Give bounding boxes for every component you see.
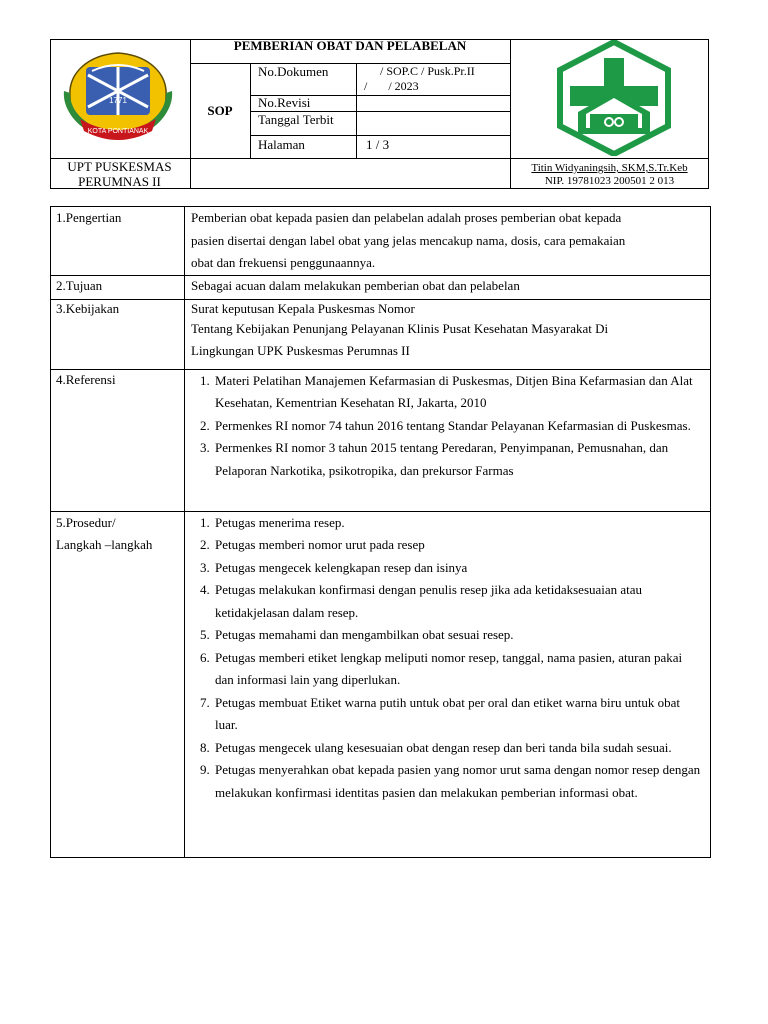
prosedur-label-line1: 5.Prosedur/ xyxy=(56,514,116,530)
pengertian-line: pasien disertai dengan label obat yang jelas mencakup nama, dosis, cara pemakaian xyxy=(191,232,626,248)
list-item: 5. Petugas memahami dan mengambilkan obat sesuai resep. xyxy=(213,624,704,647)
row-tujuan xyxy=(51,275,711,299)
prosedur-list xyxy=(191,512,704,805)
signer-nip: NIP. 19781023 200501 2 013 xyxy=(544,175,675,187)
list-item: 7. Petugas membuat Etiket warna putih untuk obat per oral dan etiket warna biru untuk obat luar. xyxy=(213,692,704,737)
kebijakan-line: Lingkungan UPK Puskesmas Perumnas II xyxy=(191,343,410,358)
pengertian-line: Pemberian obat kepada pasien dan pelabelan adalah proses pemberian obat kepada xyxy=(191,210,622,225)
list-item: 2. Permenkes RI nomor 74 tahun 2016 tentang Standar Pelayanan Kefarmasian di Puskesmas. xyxy=(213,415,704,438)
signer-block xyxy=(510,162,709,188)
field-label-no-dokumen: No.Dokumen xyxy=(258,64,329,79)
list-item: 1. Materi Pelatihan Manajemen Kefarmasian di Puskesmas, Ditjen Bina Kefarmasian dan Alat Kesehatan, Kementrian Kesehatan RI, Jakarta, 2010 xyxy=(213,370,704,415)
content-prosedur xyxy=(185,511,711,857)
label-prosedur xyxy=(51,511,185,857)
puskesmas-logo xyxy=(554,40,674,156)
logo-city-text: KOTA PONTIANAK xyxy=(87,128,149,135)
content-referensi xyxy=(185,369,711,511)
field-value-halaman: 1 / 3 xyxy=(366,137,390,152)
label-kebijakan: 3.Kebijakan xyxy=(51,299,185,369)
row-kebijakan xyxy=(51,299,711,369)
content-pengertian xyxy=(185,207,711,276)
list-item: 9. Petugas menyerahkan obat kepada pasien yang nomor urut sama dengan nomor resep dengan melakukan konfirmasi identitas pasien dan melakukan pemberian informasi obat. xyxy=(213,759,704,804)
list-item: 6. Petugas memberi etiket lengkap meliputi nomor resep, tanggal, nama pasien, aturan pakai dan informasi lain yang diperlukan. xyxy=(213,647,704,692)
kebijakan-line: Tentang Kebijakan Penunjang Pelayanan Klinis Pusat Kesehatan Masyarakat Di xyxy=(191,320,609,336)
field-value-no-dokumen-1: / SOP.C / Pusk.Pr.II xyxy=(380,64,475,78)
list-item: 4. Petugas melakukan konfirmasi dengan penulis resep jika ada ketidaksesuaian atau ketidakjelasan dalam resep. xyxy=(213,579,704,624)
field-label-halaman: Halaman xyxy=(258,137,305,152)
kebijakan-line: Surat keputusan Kepala Puskesmas Nomor xyxy=(191,300,415,316)
list-item: 8. Petugas mengecek ulang kesesuaian obat dengan resep dan beri tanda bila sudah sesuai. xyxy=(213,737,704,760)
pengertian-line: obat dan frekuensi penggunaannya. xyxy=(191,255,376,270)
kota-pontianak-logo xyxy=(58,45,178,145)
row-prosedur xyxy=(51,511,711,857)
field-value-no-dokumen-2: / / 2023 xyxy=(364,79,419,93)
signer-name: Titin Widyaningsih, SKM,S.Tr.Keb xyxy=(531,162,688,174)
org-name-line1: UPT PUSKESMAS xyxy=(67,159,172,174)
sop-body-table xyxy=(50,206,711,858)
label-referensi: 4.Referensi xyxy=(51,369,185,511)
row-pengertian xyxy=(51,207,711,276)
list-item: 2. Petugas memberi nomor urut pada resep xyxy=(213,534,704,557)
referensi-list xyxy=(191,370,704,483)
label-tujuan: 2.Tujuan xyxy=(51,275,185,299)
prosedur-label-line2: Langkah –langkah xyxy=(56,537,153,552)
label-pengertian: 1.Pengertian xyxy=(51,207,185,276)
field-label-no-revisi: No.Revisi xyxy=(258,95,311,110)
sop-label: SOP xyxy=(207,103,233,118)
list-item: 1. Petugas menerima resep. xyxy=(213,512,704,535)
field-label-tanggal-terbit: Tanggal Terbit xyxy=(258,112,334,127)
document-title: PEMBERIAN OBAT DAN PELABELAN xyxy=(233,38,467,53)
org-name-line2: PERUMNAS II xyxy=(78,174,161,189)
content-kebijakan xyxy=(185,299,711,369)
row-referensi xyxy=(51,369,711,511)
org-name xyxy=(50,159,189,189)
content-tujuan: Sebagai acuan dalam melakukan pemberian obat dan pelabelan xyxy=(185,275,711,299)
logo-year: 1771 xyxy=(109,96,127,105)
list-item: 3. Permenkes RI nomor 3 tahun 2015 tentang Peredaran, Penyimpanan, Pemusnahan, dan Pelaporan Narkotika, psikotropika, dan prekursor Farmas xyxy=(213,437,704,482)
list-item: 3. Petugas mengecek kelengkapan resep dan isinya xyxy=(213,557,704,580)
